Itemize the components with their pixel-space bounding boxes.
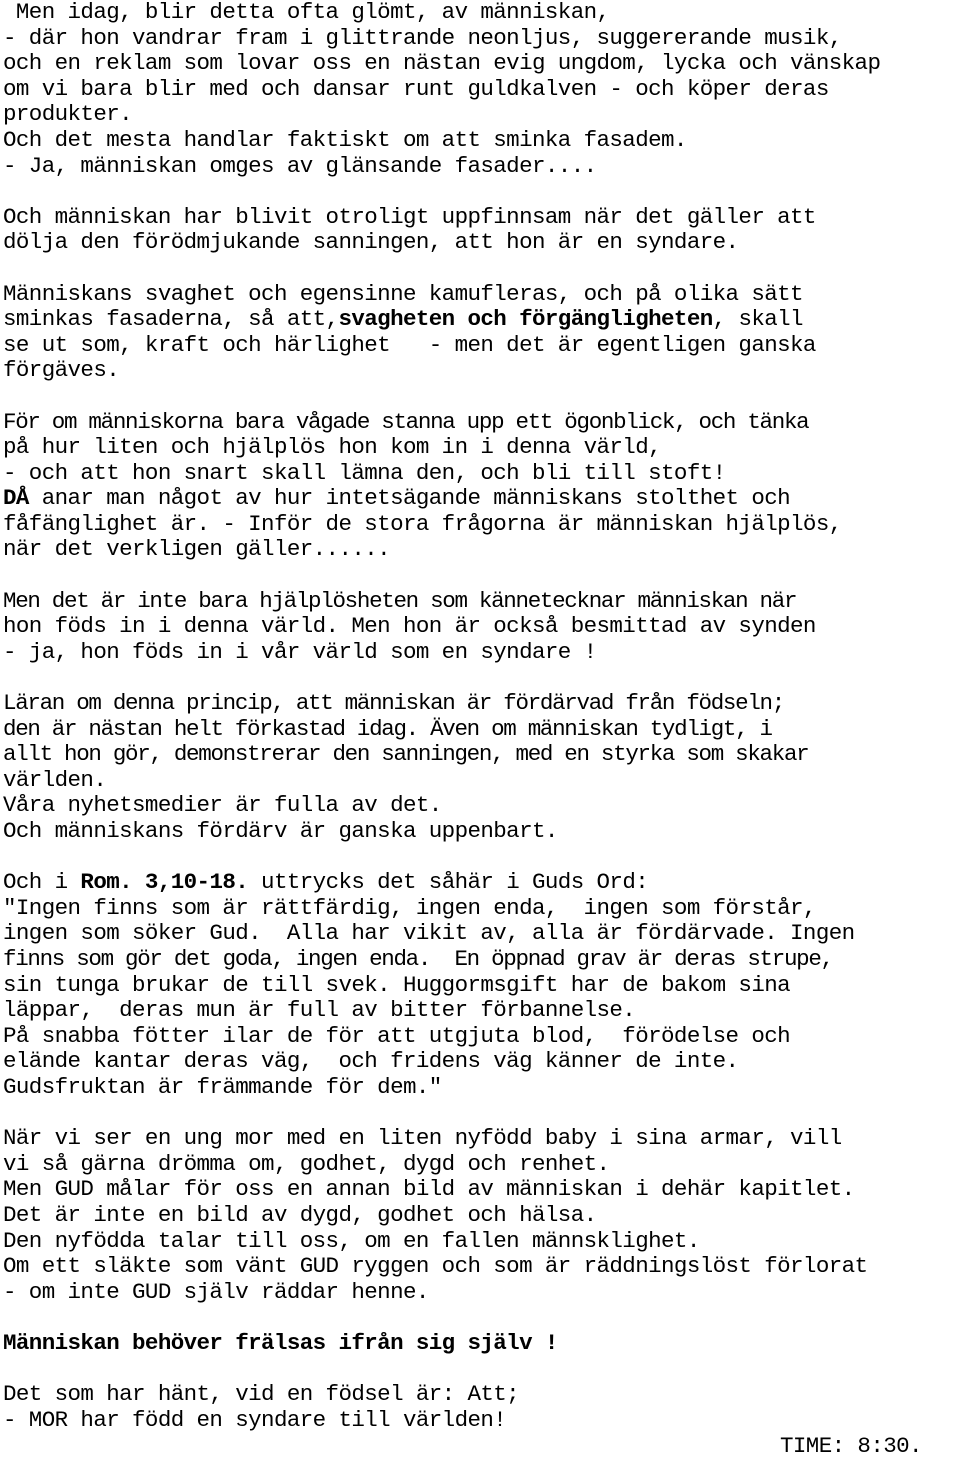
paragraph — [3, 1126, 958, 1305]
text-line — [3, 51, 958, 77]
paragraph-gap — [3, 563, 958, 589]
text-line — [3, 537, 958, 563]
text-line — [3, 589, 958, 615]
text-line — [3, 486, 958, 512]
text-segment: - ja, hon föds in i vår värld som en syndare ! — [3, 638, 597, 665]
text-line — [3, 205, 958, 231]
text-line — [3, 333, 958, 359]
text-segment: Och människans fördärv är ganska uppenbart. — [3, 818, 558, 844]
text-line — [3, 614, 958, 640]
paragraph — [3, 410, 958, 564]
text-segment: den är nästan helt förkastad idag. Även om människan tydligt, i — [3, 715, 772, 742]
text-segment: Och det mesta handlar faktiskt om att sminka fasadem. — [3, 126, 687, 153]
text-segment: och en reklam som lovar oss en nästan evig ungdom, lycka och vänskap — [3, 50, 881, 77]
text-segment: Människans svaghet och egensinne kamufleras, och på olika sätt — [3, 280, 803, 307]
text-line — [3, 742, 958, 768]
paragraph — [3, 1331, 958, 1357]
text-segment: läppar, deras mun är full av bitter förbannelse. — [3, 997, 636, 1024]
text-segment: se ut som, kraft och härlighet - men det är egentligen ganska — [3, 331, 816, 358]
text-line — [3, 1075, 958, 1101]
text-segment: ingen som söker Gud. Alla har vikit av, alla är fördärvade. Ingen — [3, 920, 855, 947]
text-line — [3, 77, 958, 103]
text-line — [3, 819, 958, 845]
text-line — [3, 0, 958, 26]
paragraph — [3, 282, 958, 384]
text-segment: elände kantar deras väg, och fridens väg känner de inte. — [3, 1048, 739, 1075]
text-segment: - om inte GUD själv räddar henne. — [3, 1278, 429, 1305]
text-segment: Läran om denna princip, att människan är fördärvad från födseln; — [3, 690, 784, 717]
text-line — [3, 793, 958, 819]
text-line — [3, 230, 958, 256]
text-segment: när det verkligen gäller...... — [3, 536, 391, 563]
text-segment: - där hon vandrar fram i glittrande neonljus, suggererande musik, — [3, 24, 842, 51]
bold-text: Människan behöver frälsas ifrån sig själv ! — [3, 1329, 558, 1356]
text-line — [3, 1408, 958, 1434]
text-line — [3, 461, 958, 487]
text-line — [3, 921, 958, 947]
text-segment: Och människan har blivit otroligt uppfinnsam när det gäller att — [3, 203, 816, 230]
paragraph-gap — [3, 845, 958, 871]
text-line — [3, 1049, 958, 1075]
paragraph-gap — [3, 1305, 958, 1331]
paragraph — [3, 205, 958, 256]
text-segment: - Ja, människan omges av glänsande fasader.... — [3, 152, 597, 179]
text-segment: Om ett släkte som vänt GUD ryggen och som är räddningslöst förlorat — [3, 1253, 868, 1280]
text-line — [3, 717, 958, 743]
text-line — [3, 128, 958, 154]
text-line — [3, 870, 958, 896]
paragraph-gap — [3, 1356, 958, 1382]
text-segment: Men det är inte bara hjälplösheten som kännetecknar människan när — [3, 587, 797, 614]
paragraph-gap — [3, 384, 958, 410]
text-line — [3, 435, 958, 461]
text-line — [3, 1203, 958, 1229]
paragraph — [3, 589, 958, 666]
text-segment: "Ingen finns som är rättfärdig, ingen enda, ingen som förstår, — [3, 894, 816, 921]
text-segment: allt hon gör, demonstrerar den sanningen, med en styrka som skakar — [3, 741, 809, 768]
text-segment: Men GUD målar för oss en annan bild av människan i dehär kapitlet. — [3, 1176, 855, 1203]
text-line — [3, 998, 958, 1024]
time-stamp: TIME: 8:30. — [780, 1433, 922, 1459]
text-segment: Våra nyhetsmedier är fulla av det. — [3, 792, 442, 819]
text-line — [3, 102, 958, 128]
text-segment: Det som har hänt, vid en födsel är: Att; — [3, 1381, 520, 1408]
text-line — [3, 896, 958, 922]
text-line — [3, 947, 958, 973]
text-segment: Men idag, blir detta ofta glömt, av människan, — [3, 0, 610, 25]
text-segment: uttrycks det såhär i Guds Ord: — [248, 869, 649, 896]
paragraph-gap — [3, 179, 958, 205]
text-segment: hon föds in i denna värld. Men hon är också besmittad av synden — [3, 613, 816, 640]
text-segment: Den nyfödda talar till oss, om en fallen männsklighet. — [3, 1227, 700, 1254]
paragraph — [3, 0, 958, 179]
text-segment: När vi ser en ung mor med en liten nyfödd baby i sina armar, vill — [3, 1125, 842, 1152]
text-line — [3, 26, 958, 52]
text-line — [3, 1024, 958, 1050]
text-line — [3, 1177, 958, 1203]
text-line — [3, 282, 958, 308]
text-segment: Och i — [3, 869, 81, 896]
text-segment: på hur liten och hjälplös hon kom in i denna värld, — [3, 434, 662, 461]
bold-text: DÅ — [3, 485, 29, 512]
text-line — [3, 512, 958, 538]
text-segment: produkter. — [3, 101, 133, 128]
text-line — [3, 1280, 958, 1306]
text-segment: fåfänglighet är. - Inför de stora frågorna är människan hjälplös, — [3, 510, 842, 537]
text-segment: världen. — [3, 766, 107, 793]
paragraph — [3, 1382, 958, 1433]
text-segment: dölja den förödmjukande sanningen, att hon är en syndare. — [3, 229, 739, 256]
text-segment: - och att hon snart skall lämna den, och bli till stoft! — [3, 459, 726, 486]
text-line — [3, 1126, 958, 1152]
text-segment: anar man något av hur intetsägande människans stolthet och — [28, 485, 791, 512]
text-segment: förgäves. — [3, 357, 120, 384]
paragraph-gap — [3, 665, 958, 691]
text-line — [3, 1229, 958, 1255]
text-line — [3, 1152, 958, 1178]
text-segment: finns som gör det goda, ingen enda. En öppnad grav är deras strupe, — [3, 945, 833, 972]
bold-text: Rom. 3,10-18. — [80, 869, 249, 896]
text-segment: På snabba fötter ilar de för att utgjuta blod, förödelse och — [3, 1022, 791, 1049]
text-line — [3, 691, 958, 717]
text-segment: För om människorna bara vågade stanna upp ett ögonblick, och tänka — [3, 408, 809, 435]
text-line — [3, 1331, 958, 1357]
text-line — [3, 640, 958, 666]
text-line — [3, 154, 958, 180]
text-line — [3, 358, 958, 384]
paragraph — [3, 691, 958, 845]
text-line — [3, 1382, 958, 1408]
text-segment: om vi bara blir med och dansar runt guldkalven - och köper deras — [3, 75, 829, 102]
text-line — [3, 768, 958, 794]
text-segment: sin tunga brukar de till svek. Huggormsgift har de bakom sina — [3, 971, 791, 998]
text-segment: - MOR har född en syndare till världen! — [3, 1406, 507, 1433]
paragraph-gap — [3, 1101, 958, 1127]
text-segment: , skall — [712, 306, 803, 333]
text-segment: Gudsfruktan är främmande för dem." — [3, 1073, 442, 1100]
text-line — [3, 410, 958, 436]
text-line — [3, 973, 958, 999]
document-body — [3, 0, 958, 1433]
text-line — [3, 1254, 958, 1280]
bold-text: svagheten och förgängligheten — [338, 306, 713, 333]
paragraph — [3, 870, 958, 1100]
text-line — [3, 307, 958, 333]
text-segment: sminkas fasaderna, så att, — [3, 306, 339, 333]
text-segment: vi så gärna drömma om, godhet, dygd och renhet. — [3, 1150, 610, 1177]
text-segment: Det är inte en bild av dygd, godhet och hälsa. — [3, 1201, 597, 1228]
paragraph-gap — [3, 256, 958, 282]
